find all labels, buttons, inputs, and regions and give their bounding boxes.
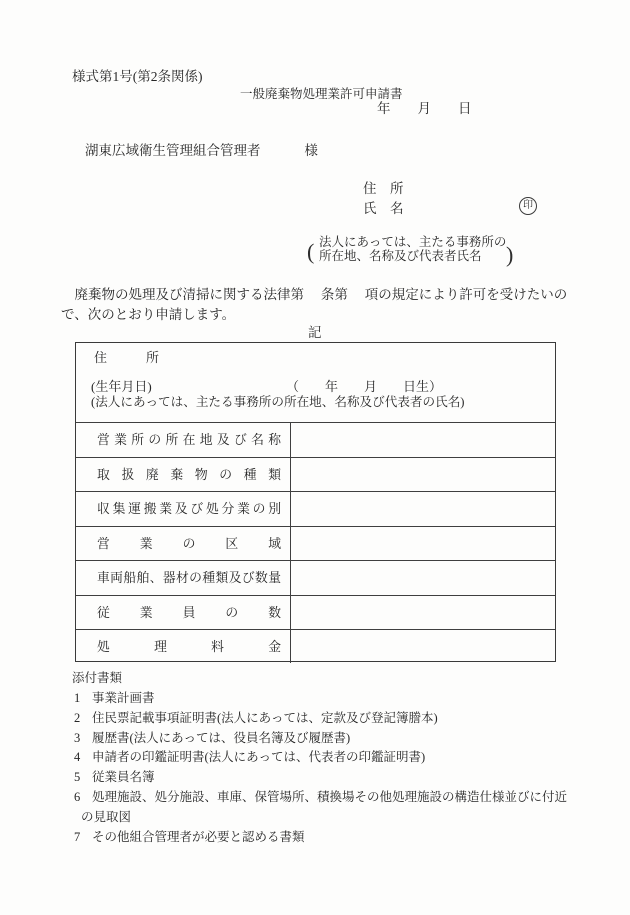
attachments-heading: 添付書類 (72, 671, 123, 685)
corporate-note-open-paren: ( (307, 239, 315, 264)
item-text: 住民票記載事項証明書(法人にあっては、定款及び登記簿謄本) (92, 711, 438, 725)
attachment-item (74, 732, 350, 746)
table-corporate-note: (法人にあっては、主たる事務所の所在地、名称及び代表者の氏名) (91, 395, 465, 409)
value-cell-office (291, 423, 556, 456)
item-number: 2 (74, 711, 81, 725)
applicant-name-label: 氏 名 (363, 201, 404, 216)
row-label-employees: 従業員の数 (97, 605, 281, 620)
item-number: 1 (74, 691, 81, 705)
item-text: 履歴書(法人にあっては、役員名簿及び履歴書) (92, 731, 351, 745)
attachment-item (74, 692, 155, 706)
attachment-item (74, 712, 438, 726)
table-birthdate-label: (生年月日) (91, 379, 152, 394)
item-text: 従業員名簿 (92, 770, 155, 784)
item-text: 処理施設、処分施設、車庫、保管場所、積換場その他処理施設の構造仕様並びに付近 (92, 790, 568, 804)
row-label-equipment: 車両船舶、器材の種類及び数量 (97, 571, 281, 585)
item-text: その他組合管理者が必要と認める書類 (92, 830, 305, 844)
row-label-fee: 処理料金 (97, 640, 281, 654)
value-cell-equipment (291, 561, 556, 594)
applicant-address-label: 住 所 (363, 181, 404, 196)
item-number: 3 (74, 731, 81, 745)
form-number: 様式第1号(第2条関係) (72, 69, 203, 84)
attachment-item (74, 831, 305, 845)
attachment-item (74, 771, 155, 785)
corporate-note-line2: 所在地、名称及び代表者氏名 (319, 249, 482, 263)
row-label-waste-type: 取扱廃棄物の種類 (97, 467, 281, 482)
attachment-item (74, 791, 567, 805)
item-number: 4 (74, 750, 81, 764)
intro-line2: で、次のとおり申請します。 (61, 307, 236, 322)
value-cell-employees (291, 596, 556, 629)
value-cell-fee (291, 630, 556, 663)
item-text: 申請者の印鑑証明書(法人にあっては、代表者の印鑑証明書) (92, 750, 426, 764)
seal-icon (519, 197, 537, 215)
seal-char: 印 (523, 200, 533, 211)
item-number: 5 (74, 770, 81, 784)
form-title: 一般廃棄物処理業許可申請書 (240, 87, 403, 101)
item-number: 7 (74, 830, 81, 844)
corporate-note-close-paren: ) (506, 242, 514, 267)
value-cell-waste-type (291, 458, 556, 491)
application-table (75, 342, 556, 662)
attachment-item-continuation: の見取図 (81, 810, 132, 824)
table-birthdate-blank: （ 年 月 日生） (286, 379, 443, 394)
row-label-business-kind: 収集運搬業及び処分業の別 (97, 502, 281, 516)
item-number: 6 (74, 790, 81, 804)
table-address-label: 住 所 (94, 350, 160, 365)
attachment-item (74, 751, 425, 765)
row-label-area: 営業の区域 (97, 536, 281, 551)
addressee-line: 湖東広域衛生管理組合管理者 様 (85, 143, 318, 158)
value-cell-area (291, 527, 556, 560)
value-cell-business-kind (291, 492, 556, 525)
corporate-note-line1: 法人にあっては、主たる事務所の (319, 235, 507, 249)
record-marker: 記 (308, 325, 322, 340)
intro-line1: 廃棄物の処理及び清掃に関する法律第 条第 項の規定により許可を受けたいの (61, 287, 568, 302)
date-line: 年 月 日 (377, 101, 472, 116)
item-text: 事業計画書 (92, 691, 155, 705)
row-label-office: 営業所の所在地及び名称 (97, 433, 281, 447)
